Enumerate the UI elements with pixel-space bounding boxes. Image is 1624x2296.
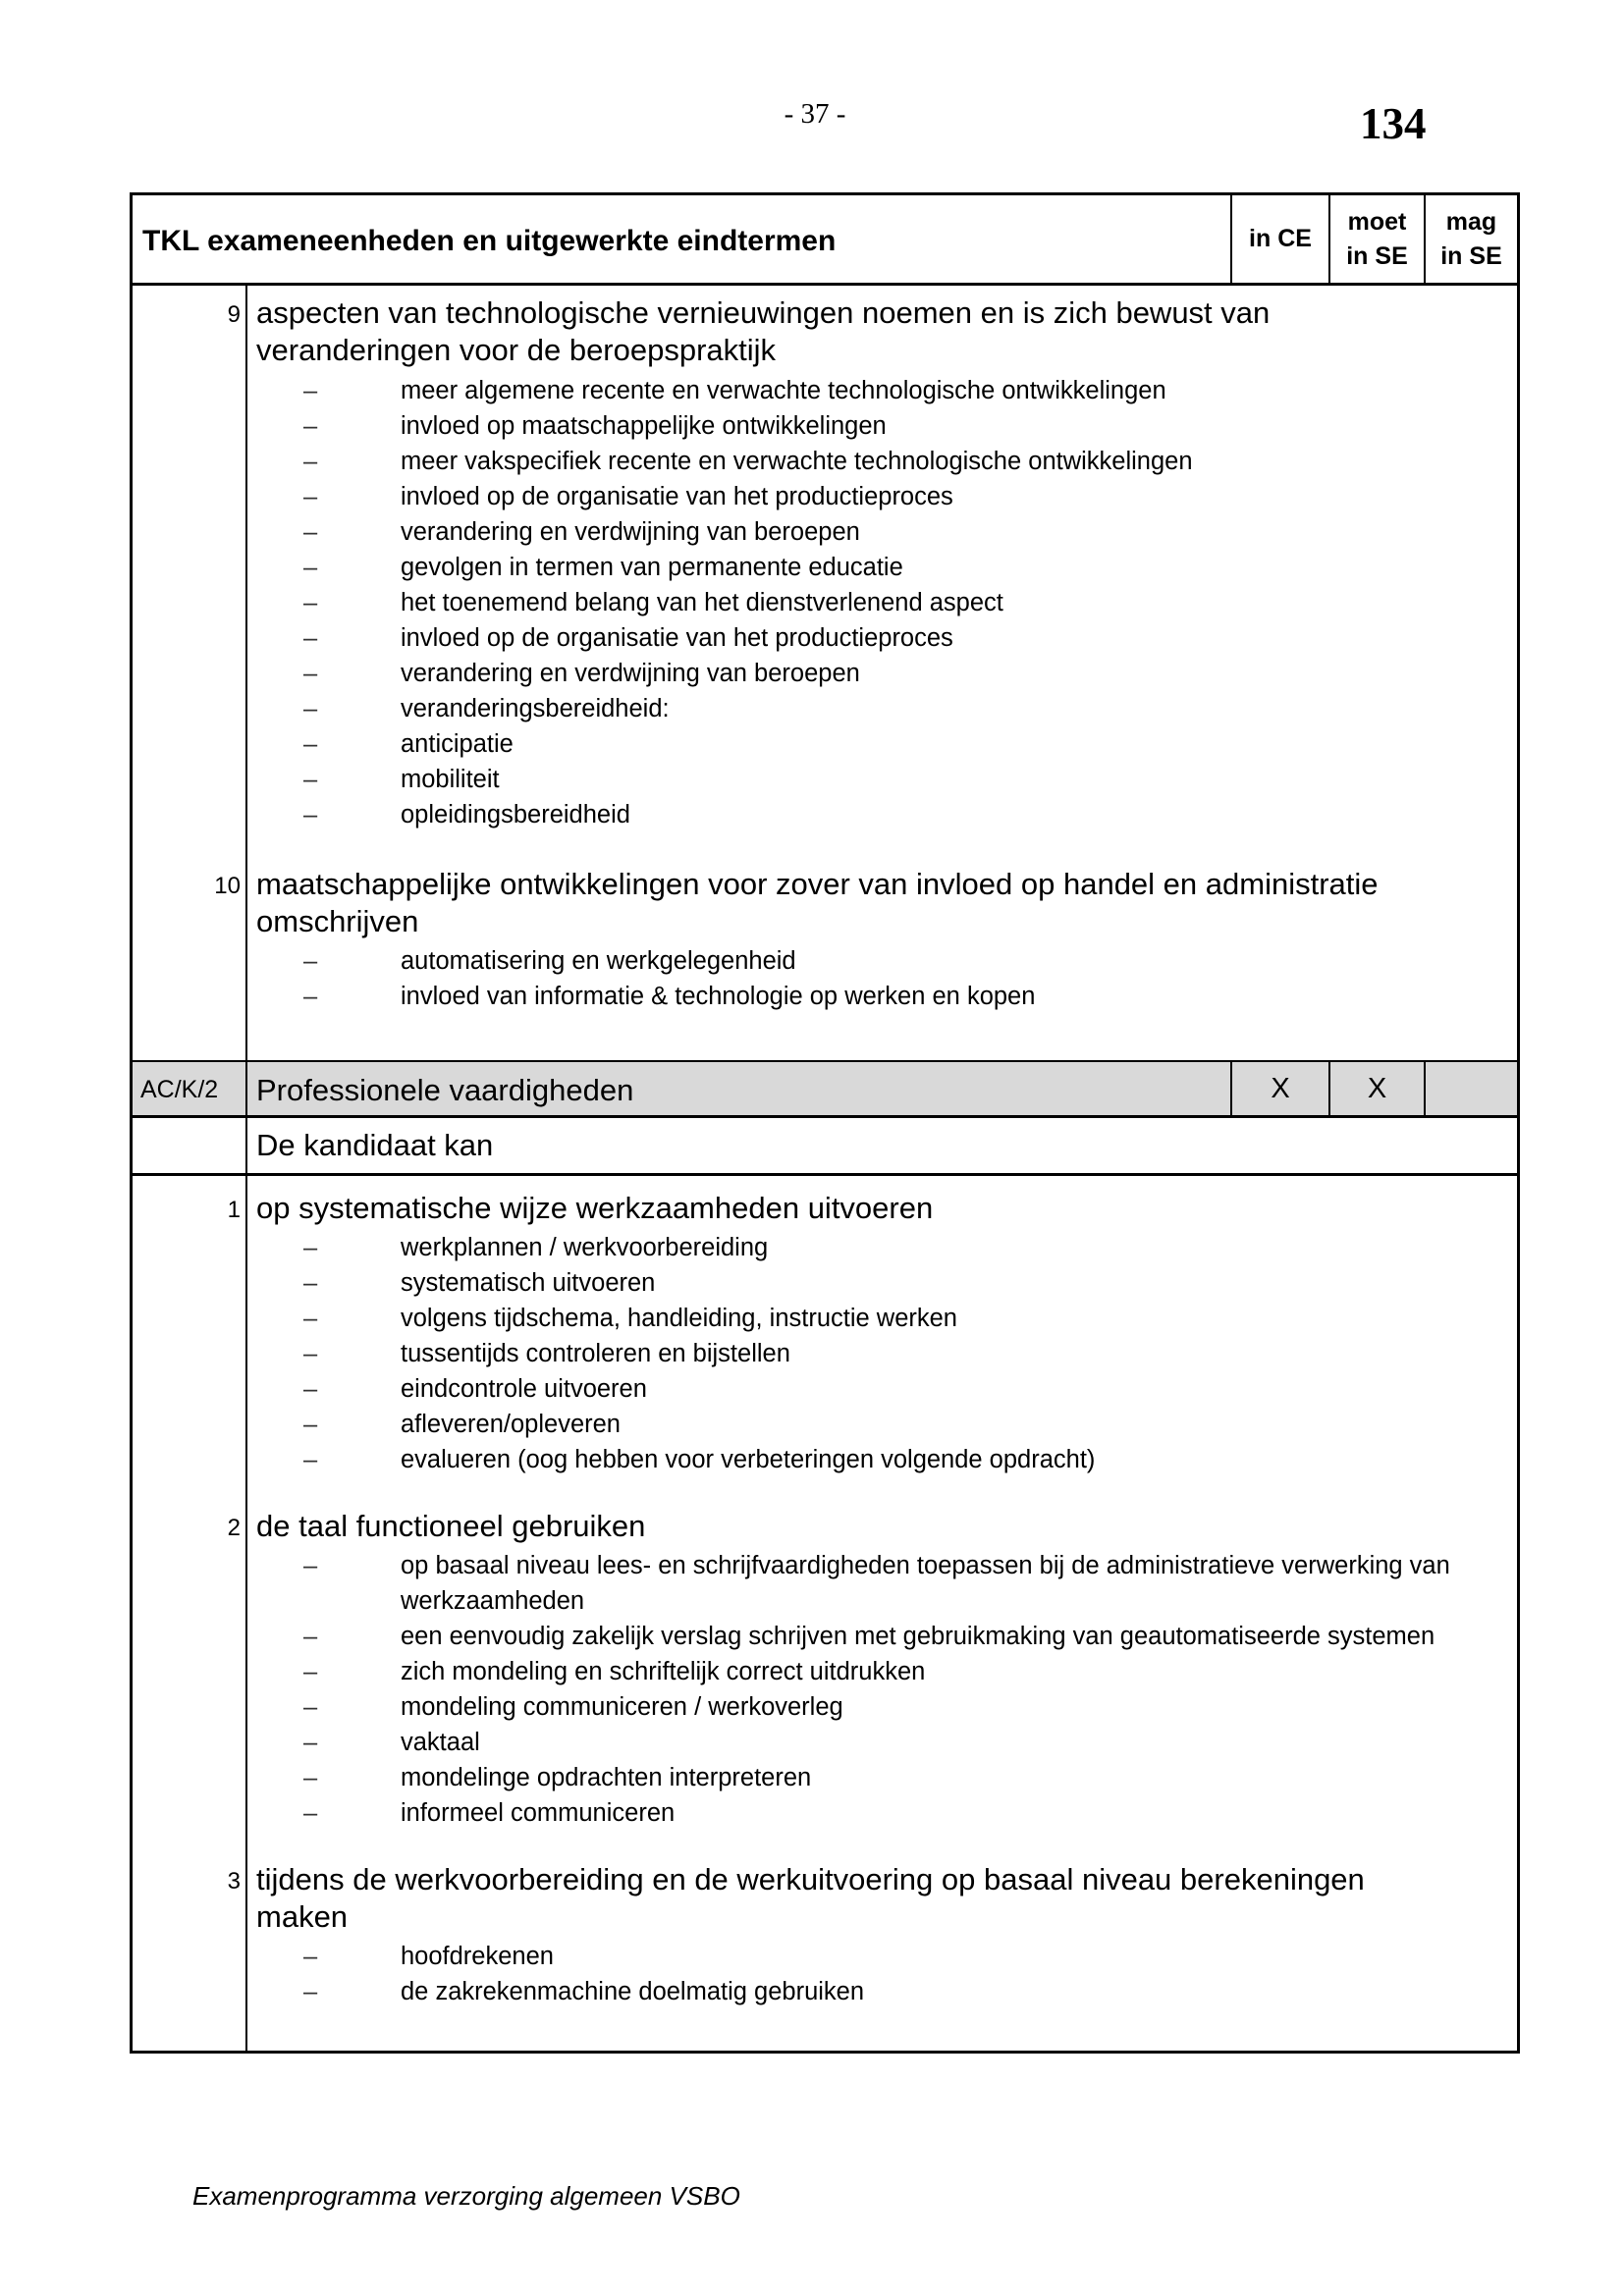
document-number: 134 xyxy=(1360,99,1427,148)
page-number: - 37 - xyxy=(784,98,846,130)
number-column-divider xyxy=(245,286,247,1060)
intro-text: De kandidaat kan xyxy=(256,1128,494,1162)
unit-moet-in-se-mark: X xyxy=(1328,1062,1424,1115)
number-column-divider xyxy=(245,1062,247,1115)
intro-row xyxy=(133,1118,1517,1176)
item-title: maatschappelijke ontwikkelingen voor zover van invloed op handel en administratie omschrijven xyxy=(256,867,1379,938)
header-moet-in-se xyxy=(1328,195,1424,283)
item-title: op systematische wijze werkzaamheden uitvoeren xyxy=(256,1191,934,1225)
item-title: tijdens de werkvoorbereiding en de werkuitvoering op basaal niveau berekeningen maken xyxy=(256,1862,1365,1934)
header-mag-in-se-label: mag in SE xyxy=(1440,207,1502,270)
item-number: 10 xyxy=(214,873,241,899)
item-title: de taal functioneel gebruiken xyxy=(256,1509,646,1543)
eindtermen-table: TKL exameneenheden en uitgewerkte eindtermen in CE moet in SE mag in SE 9 aspecten van technologische vernieuwingen noemen en is zich bewust van veranderingen voor de beroepspraktijk – meer algemene recente en verwachte technologische ontwikkelingen – invloed op maatschappelijke ontwikkelingen – meer vakspecifiek recente en verwachte technologische ontwikkelingen – invloed op de organisatie van het productieproces – verandering en verdwijning van beroepen – gevolgen in termen van permanente educatie – het toenemend belang van het dienstverlenend aspect – invloed op de organisatie van het productieproces – verandering en verdwijning van beroepen – veranderingsbereidheid: – anticipatie – mobiliteit – opleidingsbereidheid 10 maatschappelijke ontwikkelingen voor zover van invloed op handel en administratie omschrijven – automatisering en werkgelegenheid – invloed van informatie & technologie op werken en kopen AC/K/2 Professionele vaardigheden X X De kandidaat kan 1 op systematische wijze werkzaamheden uitvoeren – werkplannen / werkvoorbereiding – systematisch uitvoeren – volgens tijdschema, handleiding, instructie werken – tussentijds controleren en bijstellen – eindcontrole uitvoeren – afleveren/opleveren – evalueren (oog hebben voor verbeteringen volgende opdracht) 2 de taal functioneel gebruiken – op basaal niveau lees- en schrijfvaardigheden toepassen bij de administratieve verwerking van werkzaamheden – een eenvoudig zakelijk verslag schrijven met gebruikmaking van geautomatiseerde systemen – zich mondeling en schriftelijk correct uitdrukken – mondeling communiceren / werkoverleg – vaktaal – mondelinge opdrachten interpreteren – informeel communiceren 3 tijdens de werkvoorbereiding en de werkuitvoering op basaal niveau berekeningen maken – hoofdrekenen – de zakrekenmachine doelmatig gebruiken xyxy=(130,192,1520,2054)
item-title: aspecten van technologische vernieuwingen noemen en is zich bewust van veranderingen voor de beroepspraktijk xyxy=(256,295,1271,367)
header-in-ce-label: in CE xyxy=(1249,225,1312,252)
unit-code: AC/K/2 xyxy=(140,1076,219,1103)
table-header xyxy=(133,195,1517,286)
page-footer: Examenprogramma verzorging algemeen VSBO xyxy=(192,2181,740,2211)
item-number: 9 xyxy=(227,301,241,328)
item-number: 1 xyxy=(227,1197,241,1223)
exam-unit-row xyxy=(133,1060,1517,1118)
unit-in-ce-mark: X xyxy=(1230,1062,1328,1115)
table-title: TKL exameneenheden en uitgewerkte eindtermen xyxy=(142,225,837,257)
header-mag-in-se xyxy=(1424,195,1517,283)
item-number: 2 xyxy=(227,1515,241,1541)
unit-mag-in-se-mark xyxy=(1424,1062,1517,1115)
item-number: 3 xyxy=(227,1868,241,1895)
header-in-ce xyxy=(1230,195,1328,283)
header-moet-in-se-label: moet in SE xyxy=(1346,207,1408,270)
unit-title: Professionele vaardigheden xyxy=(256,1073,634,1107)
number-column-divider xyxy=(245,1060,247,2051)
